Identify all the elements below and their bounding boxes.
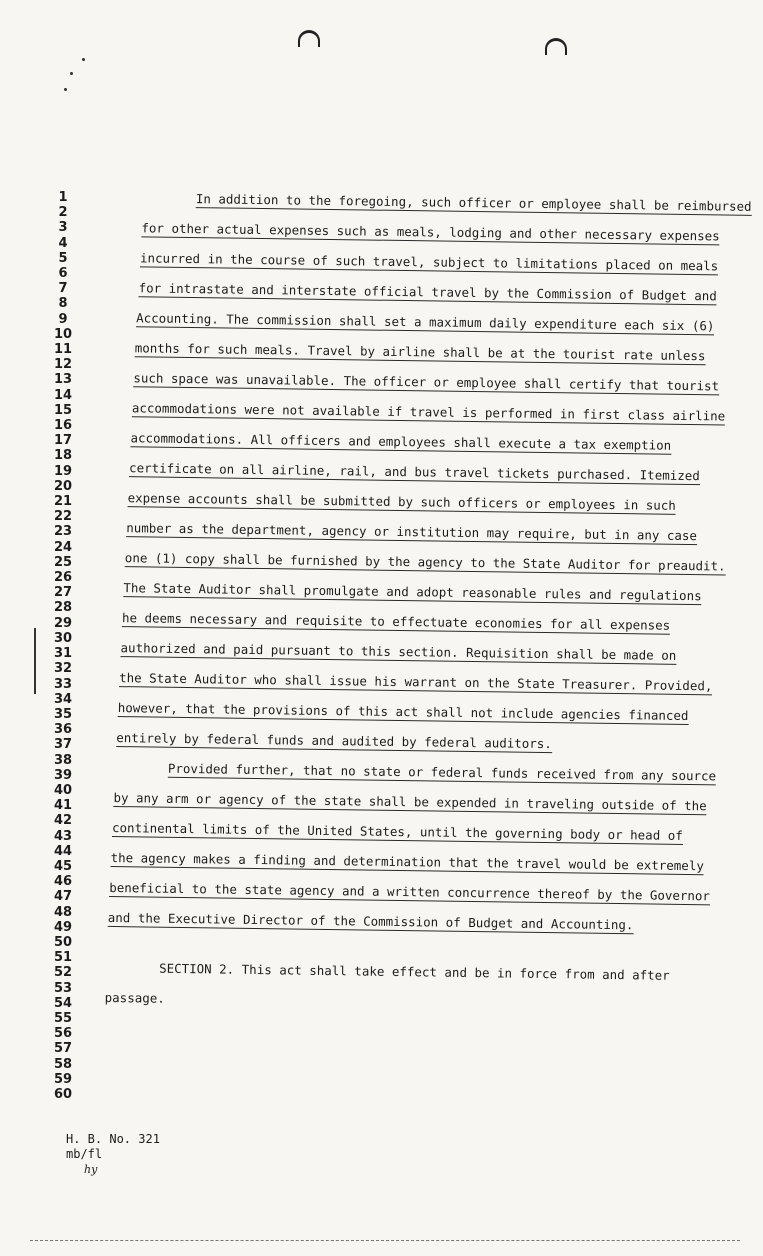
line-number: 2 [58,205,68,221]
line-number: 3 [58,220,68,236]
line-number: 31 [53,646,73,662]
line-number: 55 [53,1010,73,1026]
body-line: incurred in the course of such travel, subject to limitations placed on meals [139,250,719,274]
body-line: for intrastate and interstate official travel by the Commission of Budget and [138,280,717,304]
line-number: 56 [53,1026,73,1042]
line-number: 17 [53,433,73,449]
line-number: 42 [53,813,73,829]
line-number: 9 [58,311,68,327]
body-line: The State Auditor shall promulgate and adopt reasonable rules and regulations [123,580,702,604]
body-line: entirely by federal funds and audited by federal auditors. [116,730,552,752]
line-number: 7 [58,281,68,297]
line-number: 39 [53,767,73,783]
scan-speck [82,58,85,61]
body-line: the agency makes a finding and determination that the travel would be extremely [110,849,705,874]
line-number: 38 [53,752,73,768]
body-line: however, that the provisions of this act shall not include agencies financed [117,700,689,724]
line-number: 35 [53,706,73,722]
line-number: 43 [53,828,73,844]
line-number: 28 [53,600,73,616]
body-line: one (1) copy shall be furnished by the agency to the State Auditor for preaudit. [124,550,726,574]
line-number: 49 [53,919,73,935]
line-number: 30 [53,630,73,646]
scan-edge [30,1240,740,1244]
line-number: 14 [53,387,73,403]
line-number: 59 [53,1071,73,1087]
line-number: 13 [53,372,73,388]
line-number: 29 [53,615,73,631]
body-line: accommodations were not available if travel is performed in first class airline [131,400,726,424]
bill-number: H. B. No. 321 [66,1132,160,1146]
body-line: certificate on all airline, rail, and bus travel tickets purchased. Itemized [129,460,700,484]
punch-hole-mark [545,38,567,55]
line-number: 40 [53,782,73,798]
body-line: Provided further, that no state or federal funds received from any source [167,760,717,784]
body-line: he deems necessary and requisite to effectuate economies for all expenses [121,610,671,633]
line-number: 6 [58,266,68,282]
line-number: 1 [58,190,68,205]
typist-initials: mb/fl [66,1147,103,1161]
line-number: 16 [53,418,73,434]
scan-speck [64,88,67,91]
line-number: 22 [53,509,73,525]
line-number: 12 [53,357,73,373]
body-line: the State Auditor who shall issue his warrant on the State Treasurer. Provided, [119,670,713,694]
line-number: 50 [53,934,73,950]
body-line: expense accounts shall be submitted by such officers or employees in such [127,490,676,513]
body-line: for other actual expenses such as meals, lodging and other necessary expenses [141,220,720,244]
punch-hole-mark [298,30,320,47]
document-footer [66,1132,160,1177]
section-line: passage. [104,989,165,1006]
line-number: 26 [53,570,73,586]
body-line: and the Executive Director of the Commission of Budget and Accounting. [107,909,634,933]
margin-mark [34,628,36,694]
line-number: 57 [53,1041,73,1057]
body-line: accommodations. All officers and employees shall execute a tax exemption [130,430,672,453]
body-line: In addition to the foregoing, such officer or employee shall be reimbursed [195,191,752,214]
line-number: 60 [53,1086,73,1102]
line-number: 27 [53,585,73,601]
body-line: authorized and paid pursuant to this section. Requisition shall be made on [120,640,677,663]
scan-speck [70,72,73,75]
line-number: 4 [58,235,68,251]
line-number: 47 [53,889,73,905]
body-line: months for such meals. Travel by airline shall be at the tourist rate unless [134,340,706,364]
line-number: 25 [53,554,73,570]
body-line: such space was unavailable. The officer or employee shall certify that tourist [133,370,720,394]
line-number: 34 [53,691,73,707]
line-number: 51 [53,950,73,966]
line-number: 5 [58,250,68,266]
line-number: 46 [53,874,73,890]
line-number: 37 [53,737,73,753]
body-line: by any arm or agency of the state shall be expended in traveling outside of the [113,789,707,814]
line-number: 52 [53,965,73,981]
line-number: 11 [53,342,73,358]
line-number: 53 [53,980,73,996]
body-line: number as the department, agency or institution may require, but in any case [126,520,698,544]
body-line: continental limits of the United States, until the governing body or head of [111,819,683,843]
line-number: 8 [58,296,68,312]
line-number: 41 [53,798,73,814]
line-number: 15 [53,402,73,418]
handwritten-initials: hy [84,1163,98,1176]
line-number: 23 [53,524,73,540]
line-number: 32 [53,661,73,677]
line-number: 54 [53,995,73,1011]
section-line: SECTION 2. This act shall take effect and be in force from and after [159,960,670,983]
line-number: 48 [53,904,73,920]
line-number: 45 [53,858,73,874]
line-number-gutter [50,190,76,1102]
line-number: 24 [53,539,73,555]
line-number: 44 [53,843,73,859]
line-number: 36 [53,722,73,738]
line-number: 33 [53,676,73,692]
line-number: 21 [53,494,73,510]
line-number: 18 [53,448,73,464]
body-line: Accounting. The commission shall set a maximum daily expenditure each six (6) [136,310,715,334]
line-number: 20 [53,478,73,494]
bill-body [104,190,752,1006]
line-number: 10 [53,326,73,342]
line-number: 19 [53,463,73,479]
line-number: 58 [53,1056,73,1072]
body-line: beneficial to the state agency and a written concurrence thereof by the Governor [109,879,711,904]
